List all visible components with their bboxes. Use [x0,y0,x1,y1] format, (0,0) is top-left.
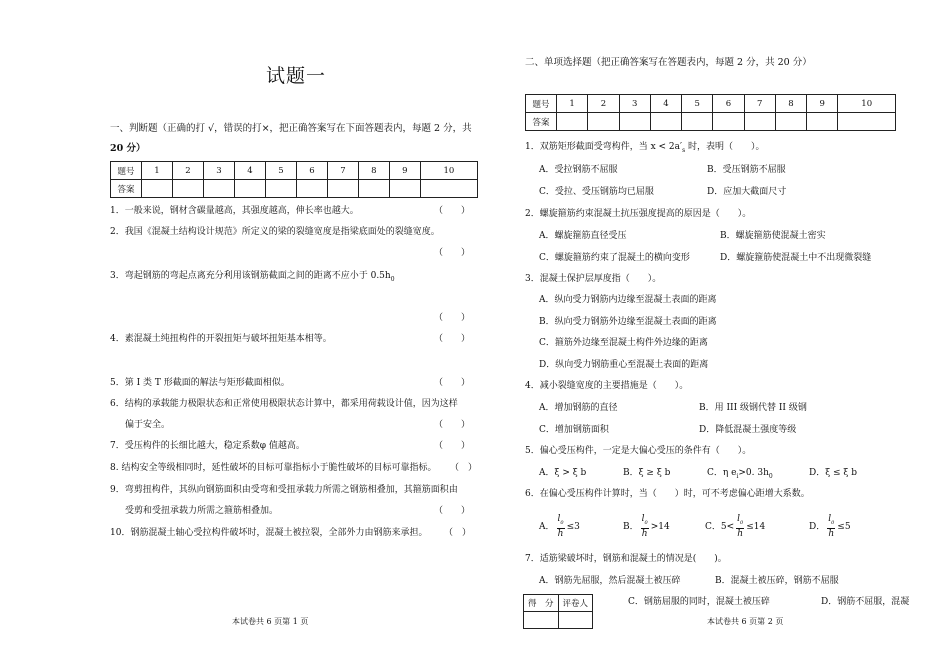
table-cell-number: 9 [807,95,838,113]
option-4d: D．降低混凝土强度等级 [699,425,797,435]
answer-paren: （ ） [434,506,471,516]
choice-question-1 [525,141,765,157]
subscript: 0 [831,519,835,526]
table-cell-number: 2 [172,162,203,180]
answer-paren: （ ） [434,313,471,323]
option-2c: C．螺旋箍筋约束了混凝土的横向变形 [539,253,690,263]
table-cell-number: 7 [744,95,775,113]
table-answer-label: 答案 [111,180,142,198]
choice-question-5: 5．偏心受压构件，一定是大偏心受压的条件有（ ）。 [525,446,752,456]
option-3c: C．箍筋外边缘至混凝土构件外边缘的距离 [539,338,708,348]
answer-cell[interactable] [619,113,650,131]
option-2b: B．螺旋箍筋使混凝土密实 [720,231,826,241]
answer-cell[interactable] [203,180,234,198]
fraction-l0-over-h [641,514,649,539]
score-box-entry [524,612,593,629]
answer-cell[interactable] [713,113,744,131]
choice-question-1-text: 1．双筋矩形截面受弯构件，当 x < 2a′ [525,142,683,152]
table-header-row [526,95,896,113]
option-6a-suffix: ≤3 [566,521,580,532]
section1-heading: 一、判断题（正确的打 √，错误的打×，把正确答案写在下面答题表内，每题 2 分，共 [110,123,472,134]
option-5c-tail: >0. 3h [738,468,769,478]
option-4c: C．增加钢筋面积 [539,425,609,435]
table-cell-number: 6 [296,162,327,180]
table-cell-number: 10 [420,162,477,180]
score-box-header [524,595,593,612]
question-8: 8. 结构安全等级相同时，延性破坏的目标可靠指标小于脆性破坏的目标可靠指标。 [110,463,437,473]
table-cell-number: 1 [557,95,588,113]
answer-cell[interactable] [682,113,713,131]
fraction-l0-over-h [827,514,835,539]
table-header-label: 题号 [526,95,557,113]
option-2a: A．螺旋箍筋直径受压 [539,231,627,241]
question-6: 6．结构的承载能力极限状态和正常使用极限状态计算中，都采用荷载设计值，因为这样 [110,399,458,409]
question-6-cont: 偏于安全。 [125,420,171,430]
subscript: 0 [644,519,648,526]
answer-cell[interactable] [838,113,896,131]
option-4b: B．用 III 级钢代替 II 级钢 [699,403,807,413]
table-cell-number: 4 [234,162,265,180]
answer-cell[interactable] [588,113,619,131]
answer-cell[interactable] [265,180,296,198]
answer-cell[interactable] [172,180,203,198]
subscript: 0 [390,275,395,283]
choice-question-2: 2．螺旋箍筋约束混凝土抗压强度提高的原因是（ ）。 [525,209,752,219]
answer-table-judge [110,161,478,198]
option-6c-suffix: ≤14 [746,521,766,532]
subscript: 0 [740,519,744,526]
option-6a [539,514,580,539]
fraction-numerator-text: l [828,514,832,524]
option-7c: C．钢筋屈服的同时，混凝土被压碎 [628,597,770,607]
subscript: s [682,146,686,154]
answer-paren: （ ） [434,378,471,388]
answer-cell[interactable] [744,113,775,131]
fraction-denominator: h [828,528,835,539]
answer-cell[interactable] [327,180,358,198]
table-header-label: 题号 [111,162,142,180]
fraction-denominator: h [737,528,744,539]
option-6b [623,514,670,539]
option-6a-prefix: A． [539,521,555,532]
subscript: 0 [560,519,564,526]
answer-cell[interactable] [296,180,327,198]
option-6d-suffix: ≤5 [837,521,851,532]
choice-question-6: 6．在偏心受压构件计算时，当（ ）时，可不考虑偏心距增大系数。 [525,489,810,499]
option-2d: D．螺旋箍筋使混凝土中不出现微裂缝 [720,253,872,263]
table-cell-number: 4 [650,95,681,113]
option-5b: B．ξ ≥ ξ b [623,468,671,478]
fraction-l0-over-h [736,514,744,539]
answer-paren: （ ） [450,463,478,473]
answer-cell[interactable] [234,180,265,198]
answer-cell[interactable] [142,180,173,198]
table-cell-number: 5 [682,95,713,113]
answer-cell[interactable] [420,180,477,198]
page-footer: 本试卷共 6 页第 1 页 [232,617,309,626]
answer-cell[interactable] [650,113,681,131]
answer-cell[interactable] [775,113,806,131]
score-label: 得 分 [524,595,559,612]
table-answer-row [526,113,896,131]
answer-paren: （ ） [434,206,471,216]
right-page [475,0,950,671]
section1-heading-cont: 20 分） [110,143,146,154]
option-6b-suffix: >14 [650,521,670,532]
answer-paren: （ ） [444,528,472,538]
table-cell-number: 3 [619,95,650,113]
option-7d: D．钢筋不屈服，混凝 [821,597,910,607]
option-6d-prefix: D． [809,521,826,532]
fraction-numerator-text: l [557,514,561,524]
fraction-denominator: h [641,528,648,539]
answer-cell[interactable] [557,113,588,131]
answer-cell[interactable] [807,113,838,131]
answer-paren: （ ） [434,248,471,258]
question-9-cont: 受剪和受扭承载力所需之箍筋相叠加。 [125,506,279,516]
fraction-numerator [827,514,835,529]
page-footer: 本试卷共 6 页第 2 页 [707,617,784,626]
table-cell-number: 10 [838,95,896,113]
question-3 [110,270,395,286]
option-1a: A．受拉钢筋不屈服 [539,165,618,175]
fraction-l0-over-h [557,514,565,539]
subscript: i [736,472,739,480]
fraction-numerator-text: l [737,514,741,524]
table-cell-number: 1 [142,162,173,180]
option-3d: D．纵向受力钢筋重心至混凝土表面的距离 [539,360,709,370]
question-2: 2．我国《混凝土结构设计规范》所定义的梁的裂缝宽度是指梁底面处的裂缝宽度。 [110,227,440,237]
question-3-text: 3．弯起钢筋的弯起点离充分利用该钢筋截面之间的距离不应小于 0.5h [110,271,391,281]
choice-question-3: 3．混凝土保护层厚度指（ ）。 [525,274,662,284]
fraction-numerator-text: l [641,514,645,524]
grader-label: 评卷人 [558,595,593,612]
option-5c [707,467,773,483]
page-title: 试题一 [266,65,327,87]
option-1c: C．受拉、受压钢筋均已屈服 [539,187,654,197]
option-6c [705,514,765,539]
option-1b: B．受压钢筋不屈服 [707,165,786,175]
option-7a: A．钢筋先屈服，然后混凝土被压碎 [539,576,681,586]
option-6c-prefix: C．5< [705,521,735,532]
option-5a: A．ξ > ξ b [539,468,587,478]
score-box [523,594,593,629]
option-5d: D．ξ ≤ ξ b [809,468,858,478]
fraction-denominator: h [557,528,564,539]
option-6b-prefix: B． [623,521,639,532]
option-3a: A．纵向受力钢筋内边缘至混凝土表面的距离 [539,295,717,305]
option-1d: D．应加大截面尺寸 [707,187,787,197]
table-cell-number: 3 [203,162,234,180]
table-cell-number: 5 [265,162,296,180]
fraction-numerator [557,514,565,529]
answer-cell[interactable] [358,180,389,198]
choice-question-4: 4．减小裂缝宽度的主要措施是（ ）。 [525,381,689,391]
table-answer-row [111,180,478,198]
answer-paren: （ ） [434,334,471,344]
table-header-row [111,162,478,180]
question-1: 1．一般来说，钢材含碳量越高，其强度越高，伸长率也越大。 [110,206,359,216]
option-7b: B．混凝土被压碎，钢筋不屈服 [715,576,839,586]
question-5: 5．第 I 类 T 形截面的解法与矩形截面相似。 [110,378,290,388]
section2-heading: 二、单项选择题（把正确答案写在答题表内，每题 2 分，共 20 分） [525,57,812,68]
table-cell-number: 6 [713,95,744,113]
fraction-numerator [641,514,649,529]
answer-cell[interactable] [389,180,420,198]
choice-question-7: 7．适筋梁破坏时，钢筋和混凝土的情况是( )。 [525,554,727,564]
table-cell-number: 7 [327,162,358,180]
table-cell-number: 2 [588,95,619,113]
grader-cell[interactable] [558,612,593,629]
choice-question-1-tail: 时，表明（ ）。 [685,142,765,152]
option-3b: B．纵向受力钢筋外边缘至混凝土表面的距离 [539,317,717,327]
question-9: 9．弯剪扭构件，其纵向钢筋面积由受弯和受扭承载力所需之钢筋相叠加，其箍筋面积由 [110,485,458,495]
table-cell-number: 9 [389,162,420,180]
question-4: 4．素混凝土纯扭构件的开裂扭矩与破坏扭矩基本相等。 [110,334,332,344]
score-cell[interactable] [524,612,559,629]
subscript: 0 [768,472,773,480]
answer-table-choice [525,94,896,131]
question-7: 7．受压构件的长细比越大，稳定系数φ 值越高。 [110,441,305,451]
table-cell-number: 8 [358,162,389,180]
option-6d [809,514,851,539]
question-10: 10．钢筋混凝土轴心受拉构件破坏时，混凝土被拉裂，全部外力由钢筋来承担。 [110,528,428,538]
answer-paren: （ ） [434,420,471,430]
table-cell-number: 8 [775,95,806,113]
answer-paren: （ ） [434,441,471,451]
fraction-numerator [736,514,744,529]
table-answer-label: 答案 [526,113,557,131]
option-4a: A．增加钢筋的直径 [539,403,618,413]
option-5c-text: C．η e [707,468,737,478]
